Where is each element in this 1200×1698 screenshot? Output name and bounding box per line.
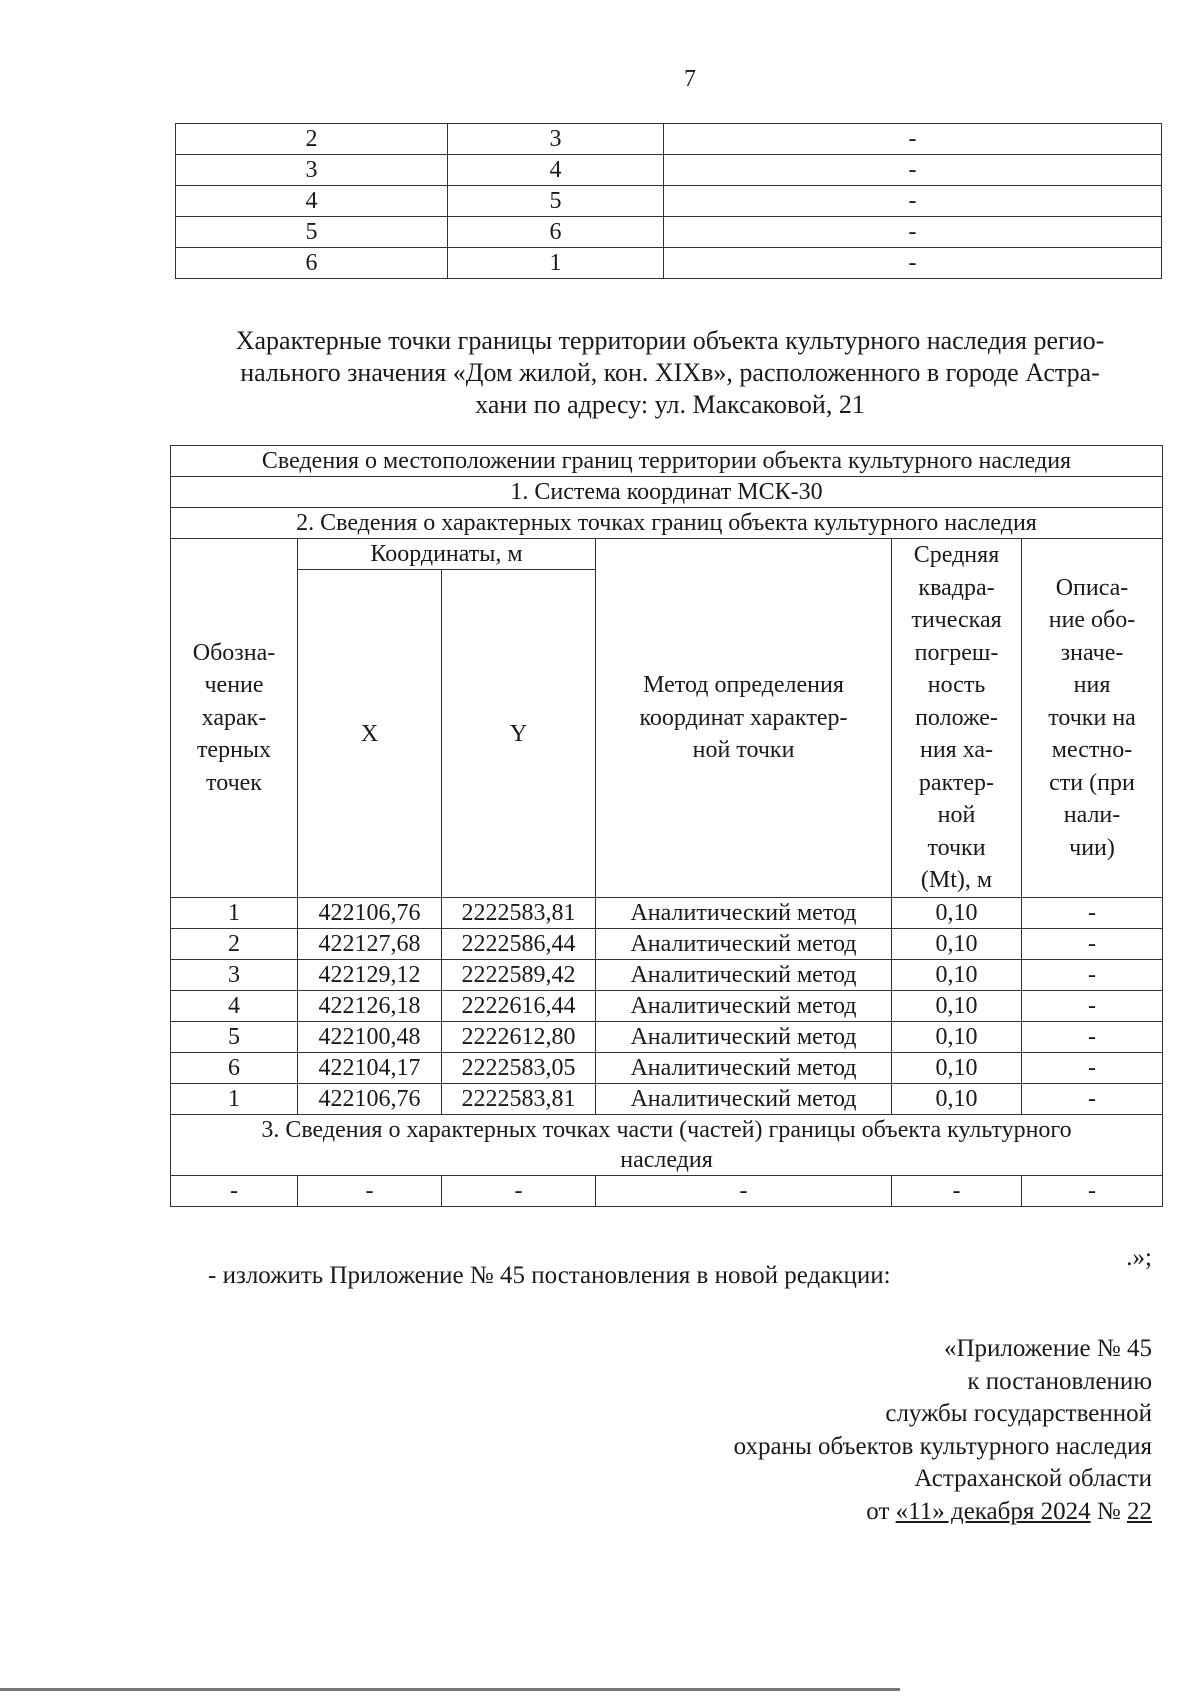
- table-row: [171, 1053, 1163, 1084]
- cell-x: 422100,48: [298, 1022, 442, 1053]
- cell-line: Средняя: [913, 542, 1000, 568]
- heading-line: хани по адресу: ул. Максаковой, 21: [475, 390, 865, 419]
- cell-line: Обозна-: [192, 639, 276, 666]
- cell-point: 2: [171, 929, 298, 960]
- cell-y: 2222583,81: [442, 898, 596, 929]
- cell-point: 6: [171, 1053, 298, 1084]
- cell-point: 4: [171, 991, 298, 1022]
- cell-point: 5: [171, 1022, 298, 1053]
- cell-point: 1: [171, 898, 298, 929]
- cell-line: местно-: [1051, 737, 1133, 764]
- cell-x: 422104,17: [298, 1053, 442, 1084]
- cell-x: 422106,76: [298, 1084, 442, 1115]
- cell-method: Аналитический метод: [596, 898, 892, 929]
- cell-point: 3: [171, 960, 298, 991]
- appendix-number: 22: [1127, 1497, 1152, 1525]
- cell-line: ность: [927, 672, 986, 698]
- appendix-date-line: [734, 1496, 1152, 1529]
- header-description: [1022, 539, 1163, 898]
- cell-line: точки: [927, 834, 986, 861]
- cell-y: 2222612,80: [442, 1022, 596, 1053]
- quote-end: .»;: [1126, 1244, 1152, 1271]
- cell-method: Аналитический метод: [596, 960, 892, 991]
- table-row: [176, 248, 1162, 279]
- table-cell: 2: [176, 124, 448, 155]
- cell-line: квадра-: [918, 574, 995, 601]
- appendix-date: «11» декабря 2024: [895, 1497, 1091, 1525]
- cell-line: 3. Сведения о характерных точках части (частей) границы объекта культурного: [261, 1117, 1072, 1143]
- table-row: [176, 155, 1162, 186]
- table-cell: 3: [176, 155, 448, 186]
- table-cell: 5: [176, 217, 448, 248]
- cell-desc: -: [1022, 898, 1163, 929]
- cell-line: Описа-: [1055, 574, 1129, 601]
- cell-method: Аналитический метод: [596, 1084, 892, 1115]
- cell-line: Метод определения: [643, 672, 844, 699]
- section-3-label: [171, 1115, 1163, 1176]
- table-row: [176, 217, 1162, 248]
- cell-line: наследия: [620, 1147, 713, 1173]
- cell-error: 0,10: [892, 960, 1022, 991]
- table-cell: 4: [448, 155, 664, 186]
- table-cell: -: [664, 217, 1162, 248]
- cell-method: Аналитический метод: [596, 1022, 892, 1053]
- table-row: [171, 991, 1163, 1022]
- cell-line: харак-: [201, 704, 267, 731]
- boundary-points-table: [170, 445, 1163, 1207]
- cell-desc: -: [1022, 991, 1163, 1022]
- table-cell: 4: [176, 186, 448, 217]
- top-table: [175, 123, 1162, 279]
- table-cell: -: [664, 248, 1162, 279]
- scan-edge-line: [0, 1688, 900, 1691]
- table-title: Сведения о местоположении границ территории объекта культурного наследия: [171, 446, 1163, 477]
- cell-line: ной: [937, 802, 976, 828]
- heading-line: нального значения «Дом жилой, кон. XIXв», расположенного в городе Астра-: [240, 358, 1100, 387]
- appendix-line: к постановлению: [967, 1367, 1152, 1395]
- cell-error: 0,10: [892, 929, 1022, 960]
- table-cell: -: [892, 1176, 1022, 1207]
- table-cell: -: [1022, 1176, 1163, 1207]
- table-cell: 1: [448, 248, 664, 279]
- cell-method: Аналитический метод: [596, 1053, 892, 1084]
- cell-line: ние обо-: [1048, 607, 1136, 634]
- table-row: [171, 929, 1163, 960]
- cell-x: 422129,12: [298, 960, 442, 991]
- cell-line: (Mt), м: [920, 867, 993, 893]
- appendix-header: [734, 1333, 1152, 1528]
- header-method: [596, 539, 892, 898]
- cell-y: 2222586,44: [442, 929, 596, 960]
- cell-line: чение: [204, 672, 264, 699]
- cell-desc: -: [1022, 1022, 1163, 1053]
- appendix-line: охраны объектов культурного наследия: [733, 1432, 1152, 1460]
- cell-line: терных: [196, 737, 272, 764]
- appendix-line: службы государственной: [885, 1400, 1152, 1427]
- header-designation: [171, 539, 298, 898]
- table-row: [171, 1176, 1163, 1207]
- cell-error: 0,10: [892, 1084, 1022, 1115]
- cell-desc: -: [1022, 929, 1163, 960]
- table-cell: 5: [448, 186, 664, 217]
- cell-line: рактер-: [918, 769, 995, 796]
- cell-line: координат характер-: [639, 704, 848, 731]
- heading-line: Характерные точки границы территории объекта культурного наследия регио-: [235, 326, 1105, 355]
- table-cell: -: [596, 1176, 892, 1207]
- table-cell: -: [442, 1176, 596, 1207]
- table-row: [176, 186, 1162, 217]
- cell-y: 2222616,44: [442, 991, 596, 1022]
- cell-point: 1: [171, 1084, 298, 1115]
- number-prefix: №: [1090, 1497, 1127, 1525]
- section-2-label: 2. Сведения о характерных точках границ объекта культурного наследия: [171, 508, 1163, 539]
- page-number: 7: [684, 66, 696, 92]
- table-cell: -: [664, 155, 1162, 186]
- cell-x: 422106,76: [298, 898, 442, 929]
- appendix-line: Астраханской области: [914, 1465, 1152, 1492]
- cell-method: Аналитический метод: [596, 991, 892, 1022]
- cell-line: погреш-: [914, 639, 999, 666]
- appendix-line: «Приложение № 45: [943, 1335, 1152, 1362]
- cell-y: 2222583,81: [442, 1084, 596, 1115]
- header-y: Y: [442, 570, 596, 898]
- table-row: [171, 960, 1163, 991]
- cell-y: 2222583,05: [442, 1053, 596, 1084]
- cell-line: ния: [1073, 672, 1111, 699]
- cell-x: 422126,18: [298, 991, 442, 1022]
- table-cell: -: [171, 1176, 298, 1207]
- table-row: [176, 124, 1162, 155]
- cell-line: положе-: [915, 704, 998, 731]
- cell-line: ной точки: [692, 737, 795, 764]
- cell-error: 0,10: [892, 898, 1022, 929]
- header-error: [892, 539, 1022, 898]
- instruction-text: - изложить Приложение № 45 постановления в новой редакции:: [208, 1262, 891, 1289]
- table-cell: -: [664, 186, 1162, 217]
- table-cell: -: [664, 124, 1162, 155]
- table-cell: -: [298, 1176, 442, 1207]
- cell-error: 0,10: [892, 991, 1022, 1022]
- section-heading: [175, 325, 1165, 421]
- table-row: [171, 1022, 1163, 1053]
- header-x: X: [298, 570, 442, 898]
- cell-error: 0,10: [892, 1022, 1022, 1053]
- cell-x: 422127,68: [298, 929, 442, 960]
- table-cell: 6: [448, 217, 664, 248]
- table-cell: 3: [448, 124, 664, 155]
- cell-line: нали-: [1063, 802, 1121, 829]
- cell-desc: -: [1022, 1084, 1163, 1115]
- cell-desc: -: [1022, 960, 1163, 991]
- cell-y: 2222589,42: [442, 960, 596, 991]
- date-prefix: от: [866, 1497, 896, 1525]
- cell-line: тическая: [911, 607, 1002, 633]
- header-coordinates: Координаты, м: [298, 539, 596, 570]
- table-cell: 6: [176, 248, 448, 279]
- cell-line: точки на: [1048, 704, 1136, 731]
- cell-line: точек: [206, 769, 262, 796]
- cell-method: Аналитический метод: [596, 929, 892, 960]
- cell-error: 0,10: [892, 1053, 1022, 1084]
- cell-line: чии): [1069, 834, 1115, 861]
- table-row: [171, 1084, 1163, 1115]
- section-1-label: 1. Система координат МСК-30: [171, 477, 1163, 508]
- cell-line: значе-: [1060, 639, 1124, 666]
- cell-line: сти (при: [1049, 769, 1135, 796]
- cell-line: ния ха-: [919, 737, 994, 763]
- table-row: [171, 898, 1163, 929]
- cell-desc: -: [1022, 1053, 1163, 1084]
